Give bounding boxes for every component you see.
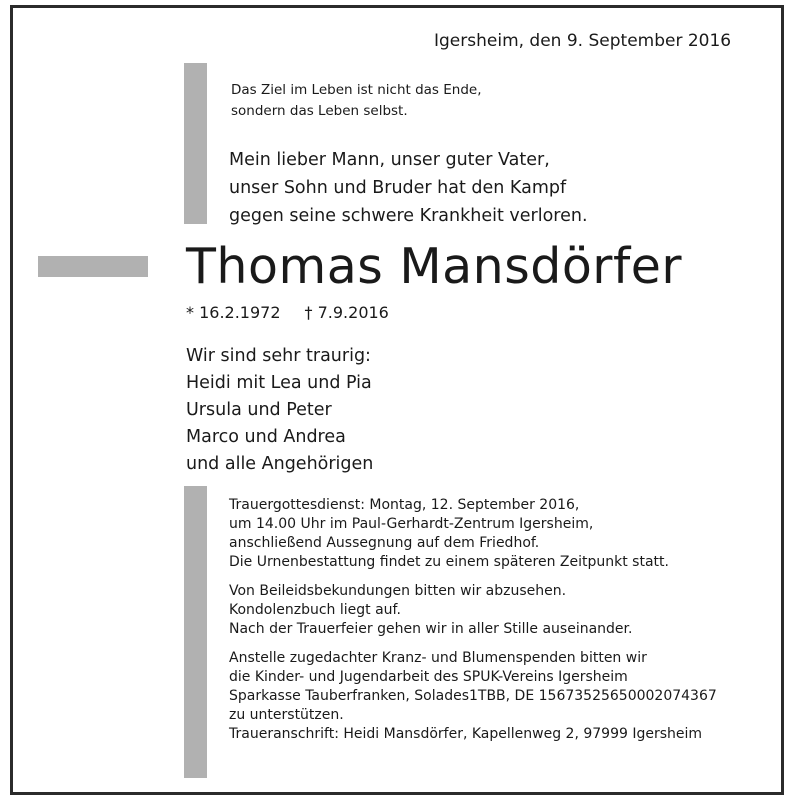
intro-line: Mein lieber Mann, unser guter Vater, (229, 150, 550, 170)
service-line: Trauergottesdienst: Montag, 12. September 2016, (229, 497, 580, 513)
service-line: anschließend Aussegnung auf dem Friedhof. (229, 535, 540, 551)
condolences-line: Kondolenzbuch liegt auf. (229, 602, 401, 618)
donations-line: Anstelle zugedachter Kranz- und Blumenspenden bitten wir (229, 650, 647, 666)
deceased-name: Thomas Mansdörfer (186, 238, 682, 295)
mourning-address: Traueranschrift: Heidi Mansdörfer, Kapellenweg 2, 97999 Igersheim (229, 726, 703, 742)
info-block (229, 496, 717, 754)
mourners-line: Heidi mit Lea und Pia (186, 373, 372, 393)
mourners-line: Marco und Andrea (186, 427, 346, 447)
condolences-line: Nach der Trauerfeier gehen wir in aller Stille auseinander. (229, 621, 633, 637)
donations-line: Sparkasse Tauberfranken, Solades1TBB, DE 15673525650002074367 (229, 688, 717, 704)
condolences-paragraph (229, 582, 717, 639)
donations-line: die Kinder- und Jugendarbeit des SPUK-Vereins Igersheim (229, 669, 628, 685)
motto (231, 80, 482, 122)
service-line: Die Urnenbestattung findet zu einem späteren Zeitpunkt statt. (229, 554, 669, 570)
mourners-line: Wir sind sehr traurig: (186, 346, 371, 366)
mourners-line: Ursula und Peter (186, 400, 332, 420)
intro-line: unser Sohn und Bruder hat den Kampf (229, 178, 567, 198)
accent-bar-top (184, 63, 207, 224)
condolences-line: Von Beileidsbekundungen bitten wir abzusehen. (229, 583, 567, 599)
intro-line: gegen seine schwere Krankheit verloren. (229, 206, 588, 226)
death-date: † 7.9.2016 (304, 303, 389, 322)
service-line: um 14.00 Uhr im Paul-Gerhardt-Zentrum Igersheim, (229, 516, 594, 532)
mourners-list (186, 343, 373, 478)
motto-line: sondern das Leben selbst. (231, 103, 408, 119)
accent-bar-bottom (184, 486, 207, 778)
motto-line: Das Ziel im Leben ist nicht das Ende, (231, 82, 482, 98)
birth-date: * 16.2.1972 (186, 303, 281, 322)
mourners-line: und alle Angehörigen (186, 454, 374, 474)
life-dates (186, 303, 389, 322)
accent-bar-horizontal (38, 256, 148, 277)
service-paragraph (229, 496, 717, 572)
donations-paragraph (229, 649, 717, 744)
place-date: Igersheim, den 9. September 2016 (434, 31, 732, 51)
donations-line: zu unterstützen. (229, 707, 344, 723)
intro-text (229, 146, 588, 230)
